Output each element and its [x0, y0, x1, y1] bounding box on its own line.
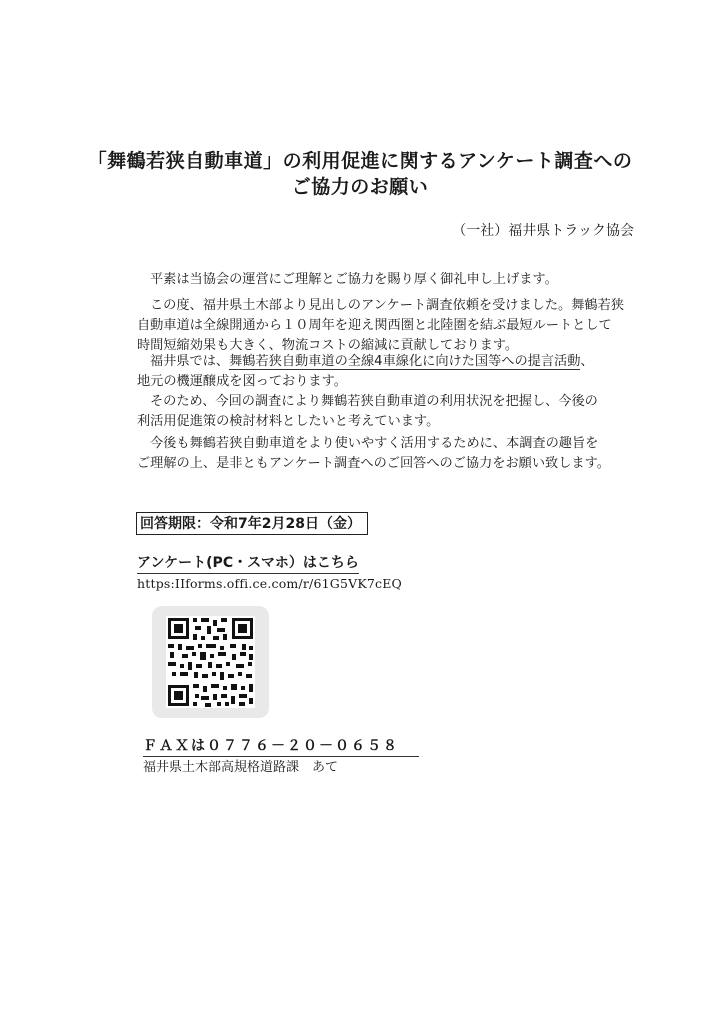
paragraph-fukui-line2: 地元の機運醸成を図っております。 — [137, 374, 347, 389]
organization-name: （一社）福井県トラック協会 — [452, 223, 634, 239]
fax-recipient: 福井県土木部高規格道路課 あて — [143, 760, 339, 775]
paragraph-purpose-line1: そのため、今回の調査により舞鶴若狭自動車道の利用状況を把握し、今後の — [150, 394, 598, 409]
paragraph-purpose-line2: 利活用促進策の検討材料としたいと考えています。 — [137, 414, 440, 429]
paragraph-request-line1: この度、福井県土木部より見出しのアンケート調査依頼を受けました。舞鶴若狭 — [150, 298, 624, 313]
paragraph-closing-line1: 今後も舞鶴若狭自動車道をより使いやすく活用するために、本調査の趣旨を — [150, 436, 599, 451]
document-title-line2: ご協力のお願い — [291, 176, 429, 198]
survey-heading: アンケート(PC・スマホ）はこちら — [137, 552, 359, 574]
fax-number: ＦＡＸは０７７６－２０－０６５８ — [143, 735, 419, 757]
paragraph-greeting: 平素は当協会の運営にご理解とご協力を賜り厚く御礼申し上げます。 — [150, 272, 558, 287]
paragraph-request-line3: 時間短縮効果も大きく、物流コストの縮減に貢献しております。 — [137, 338, 519, 353]
paragraph-closing-line2: ご理解の上、是非ともアンケート調査へのご回答へのご協力をお願い致します。 — [137, 456, 610, 471]
qr-code-icon — [152, 606, 269, 718]
paragraph-fukui-suffix: 、 — [580, 354, 594, 369]
qr-code-panel[interactable] — [152, 606, 269, 718]
survey-url-link[interactable]: https:IIforms.offi.ce.com/r/61G5VK7cEQ — [137, 576, 403, 591]
paragraph-fukui-line1 — [150, 352, 594, 372]
deadline-box: 回答期限：令和7年2月28日（金） — [136, 512, 368, 535]
paragraph-fukui-underlined: 舞鶴若狭自動車道の全線4車線化に向けた国等への提言活動 — [229, 354, 581, 369]
paragraph-request-line2: 自動車道は全線開通から１０周年を迎え関西圏と北陸圏を結ぶ最短ルートとして — [137, 318, 612, 333]
document-title-line1: 「舞鶴若狭自動車道」の利用促進に関するアンケート調査への — [87, 150, 633, 172]
paragraph-fukui-prefix: 福井県では、 — [150, 354, 230, 369]
